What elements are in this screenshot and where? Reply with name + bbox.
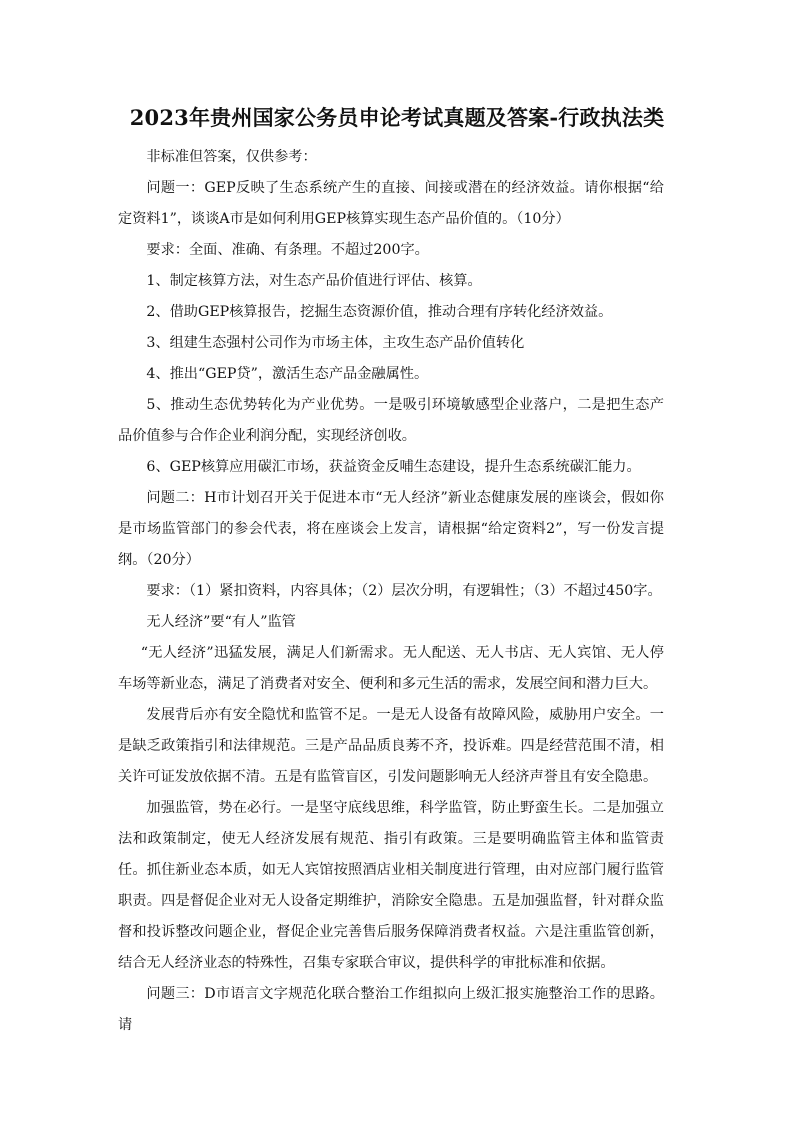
paragraph-question-1: 问题一：GEP反映了生态系统产生的直接、间接或潜在的经济效益。请你根据“给定资料1”，谈谈A市是如何利用GEP核算实现生态产品价值的。（10分）	[118, 180, 664, 227]
paragraph-requirement-1: 要求：全面、准确、有条理。不超过200字。	[146, 242, 429, 258]
paragraph-question-2: 问题二：H市计划召开关于促进本市“无人经济”新业态健康发展的座谈会，假如你是市场监管部门的参会代表，将在座谈会上发言，请根据“给定资料2”，写一份发言提纲。（20分）	[118, 490, 664, 568]
paragraph-answer-1-item-3: 3、组建生态强村公司作为市场主体，主攻生态产品价值转化	[146, 335, 525, 351]
paragraph-requirement-2: 要求：（1）紧扣资料，内容具体；（2）层次分明，有逻辑性；（3）不超过450字。	[146, 583, 662, 599]
paragraph-answer-1-item-1: 1、制定核算方法，对生态产品价值进行评估、核算。	[146, 273, 482, 289]
paragraph-question-3: 问题三：D市语言文字规范化联合整治工作组拟向上级汇报实施整治工作的思路。请	[118, 986, 664, 1033]
document-title: 2023年贵州国家公务员申论考试真题及答案-行政执法类	[129, 105, 665, 130]
paragraph-answer-2-part-1: “无人经济”迅猛发展，满足人们新需求。无人配送、无人书店、无人宾馆、无人停车场等新业态，满足了消费者对安全、便利和多元生活的需求，发展空间和潜力巨大。	[118, 645, 664, 692]
document-body	[118, 142, 664, 1041]
paragraph-answer-2-part-3: 加强监管，势在必行。一是坚守底线思维，科学监管，防止野蛮生长。二是加强立法和政策制定，使无人经济发展有规范、指引有政策。三是要明确监管主体和监管责任。抓住新业态本质，如无人宾馆按照酒店业相关制度进行管理，由对应部门履行监管职责。四是督促企业对无人设备定期维护，消除安全隐患。五是加强监督，针对群众监督和投诉整改问题企业，督促企业完善售后服务保障消费者权益。六是注重监管创新，结合无人经济业态的特殊性，召集专家联合审议，提供科学的审批标准和依据。	[118, 800, 664, 971]
paragraph-disclaimer: 非标准但答案，仅供参考：	[146, 149, 317, 165]
paragraph-answer-2-part-2: 发展背后亦有安全隐忧和监管不足。一是无人设备有故障风险，威胁用户安全。一是缺乏政策指引和法律规范。三是产品品质良莠不齐，投诉难。四是经营范围不清，相关许可证发放依据不清。五是有监管盲区，引发问题影响无人经济声誉且有安全隐患。	[118, 707, 664, 785]
paragraph-answer-1-item-4: 4、推出“GEP贷”，激活生态产品金融属性。	[146, 366, 429, 382]
paragraph-answer-1-item-5: 5、推动生态优势转化为产业优势。一是吸引环境敏感型企业落户，二是把生态产品价值参与合作企业利润分配，实现经济创收。	[118, 397, 664, 444]
paragraph-answer-1-item-6: 6、GEP核算应用碳汇市场，获益资金反哺生态建设，提升生态系统碳汇能力。	[146, 459, 641, 475]
paragraph-answer-2-heading: 无人经济”要“有人”监管	[146, 614, 296, 630]
paragraph-answer-1-item-2: 2、借助GEP核算报告，挖掘生态资源价值，推动合理有序转化经济效益。	[146, 304, 613, 320]
